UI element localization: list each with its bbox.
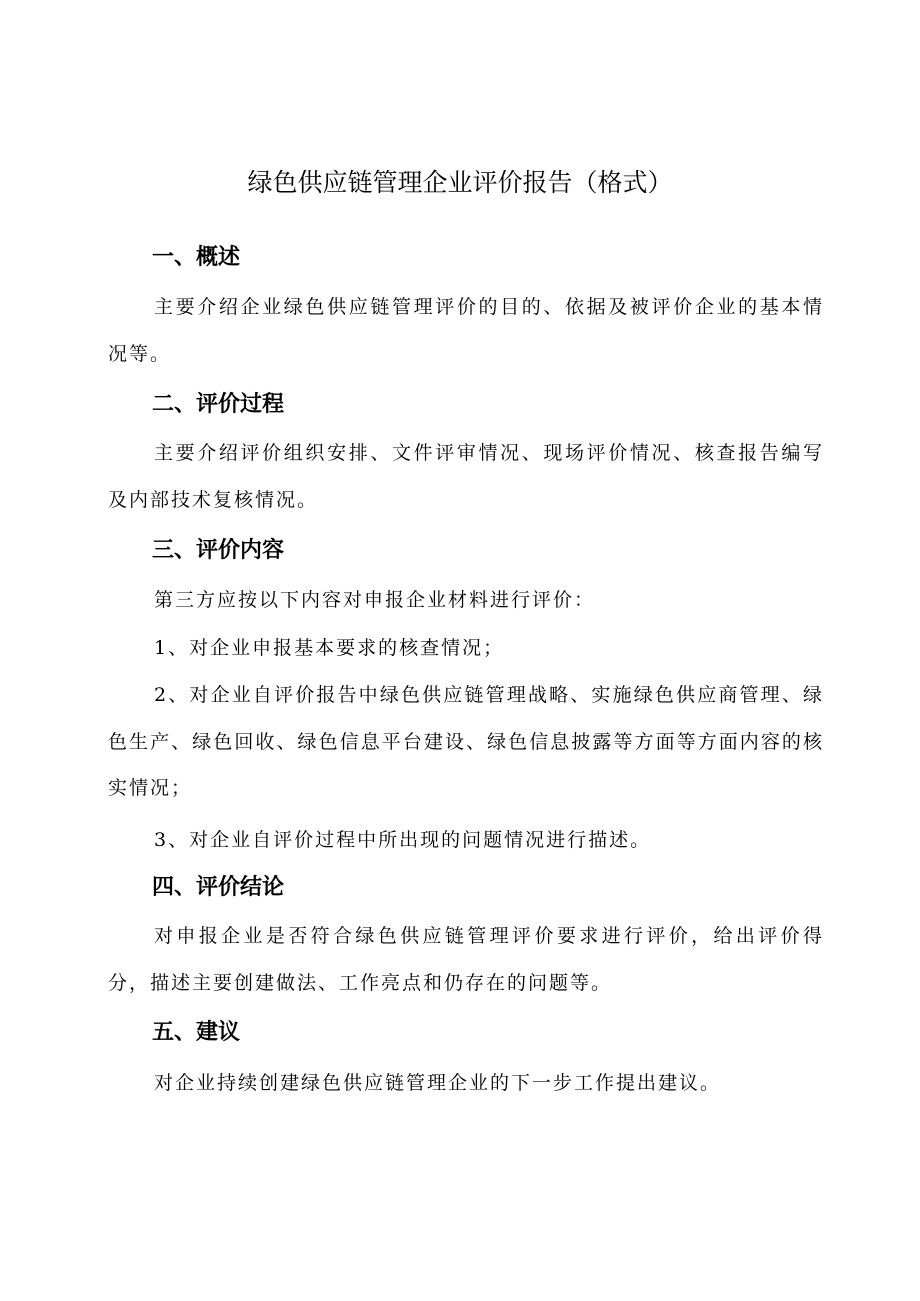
document-title: 绿色供应链管理企业评价报告（格式）: [247, 168, 673, 197]
content-item-3: 3、对企业自评价过程中所出现的问题情况进行描述。: [154, 829, 652, 851]
content-intro-line: 第三方应按以下内容对申报企业材料进行评价：: [154, 589, 596, 611]
section-paragraph-conclusion: 对申报企业是否符合绿色供应链管理评价要求进行评价，给出评价得分，描述主要创建做法、工作亮点和仍存在的问题等。: [108, 925, 824, 994]
section-paragraph-process: 主要介绍评价组织安排、文件评审情况、现场评价情况、核查报告编写及内部技术复核情况。: [108, 442, 824, 511]
section-heading-content: 三、评价内容: [152, 538, 285, 563]
content-item-1: 1、对企业申报基本要求的核查情况；: [154, 637, 505, 659]
section-paragraph-overview: 主要介绍企业绿色供应链管理评价的目的、依据及被评价企业的基本情况等。: [108, 296, 824, 365]
section-heading-process: 二、评价过程: [152, 392, 285, 417]
section-heading-conclusion: 四、评价结论: [152, 875, 285, 900]
section-heading-suggestion: 五、建议: [152, 1020, 241, 1045]
section-heading-overview: 一、概述: [152, 245, 241, 270]
section-paragraph-suggestion: 对企业持续创建绿色供应链管理企业的下一步工作提出建议。: [154, 1072, 722, 1094]
content-item-2: 2、对企业自评价报告中绿色供应链管理战略、实施绿色供应商管理、绿色生产、绿色回收、绿色信息平台建设、绿色信息披露等方面等方面内容的核实情况；: [108, 684, 824, 799]
